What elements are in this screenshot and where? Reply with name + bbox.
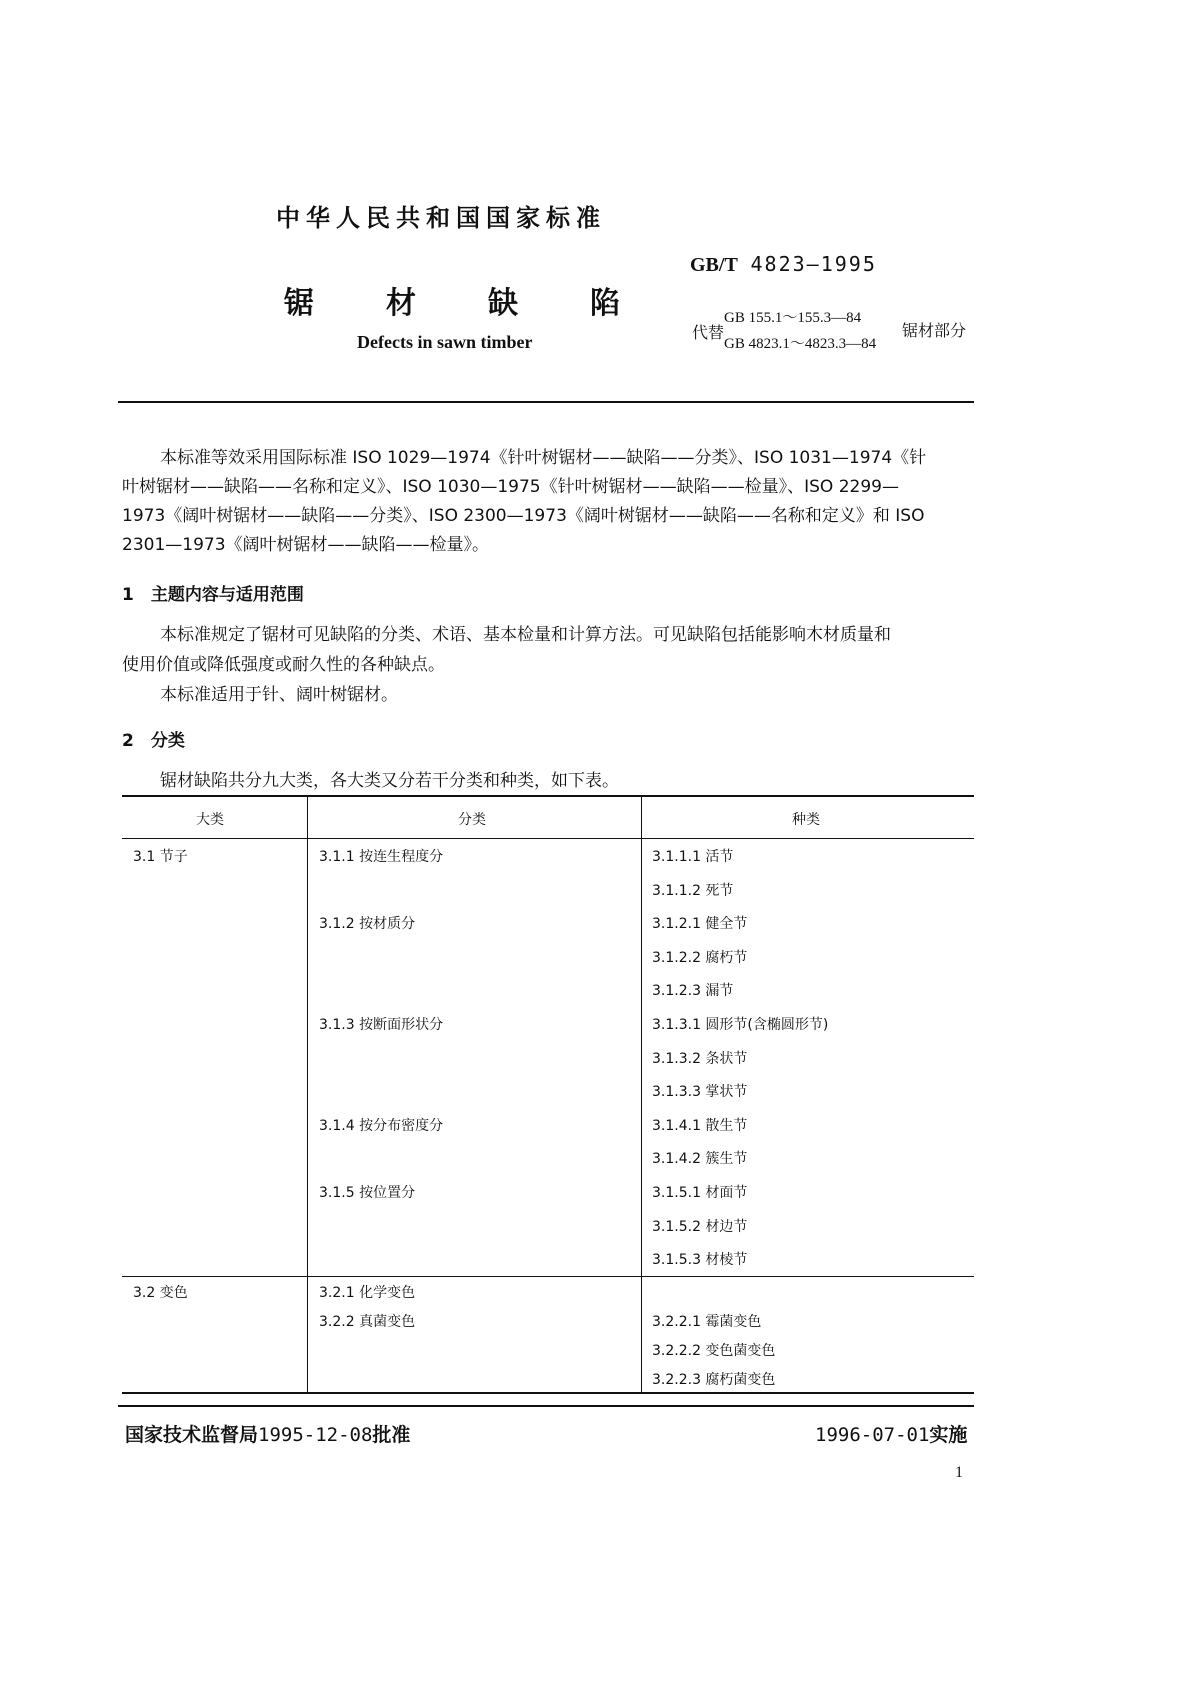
type-cell: 3.2.2.3 腐朽菌变色 — [652, 1372, 776, 1388]
type-cell: 3.1.2.3 漏节 — [652, 983, 734, 999]
title-char: 陷 — [590, 286, 620, 321]
effective-info — [815, 1420, 967, 1447]
replaces-label: 代替 — [692, 323, 725, 342]
standard-code — [690, 252, 877, 277]
intro-line: 2301—1973《阔叶树锯材——缺陷——检量》。 — [122, 535, 490, 555]
country-standard-title: 中华人民共和国国家标准 — [276, 204, 606, 232]
intro-line: 1973《阔叶树锯材——缺陷——分类》、ISO 2300—1973《阔叶树锯材——缺陷——名称和定义》和 ISO — [122, 506, 925, 526]
intro-line: 叶树锯材——缺陷——名称和定义》、ISO 1030—1975《针叶树锯材——缺陷——检量》、ISO 2299— — [122, 477, 899, 497]
type-cell: 3.1.3.2 条状节 — [652, 1051, 748, 1067]
column-header: 分类 — [458, 812, 486, 828]
replaces-suffix: 锯材部分 — [902, 321, 967, 340]
type-cell: 3.1.5.3 材棱节 — [652, 1252, 748, 1268]
title-char: 材 — [386, 286, 416, 321]
approved-org: 国家技术监督局 — [125, 1424, 259, 1446]
column-divider — [641, 796, 642, 1393]
type-cell: 3.1.1.2 死节 — [652, 883, 734, 899]
table-group-rule — [122, 1276, 974, 1277]
approved-date: 1995-12-08 — [258, 1424, 373, 1446]
type-cell: 3.1.4.1 散生节 — [652, 1118, 748, 1134]
type-cell: 3.2.2.2 变色菌变色 — [652, 1343, 776, 1359]
code-number: 4823—1995 — [750, 252, 877, 276]
category-cell: 3.2 变色 — [133, 1285, 188, 1301]
code-prefix: GB/T — [690, 254, 738, 276]
page-number: 1 — [955, 1464, 963, 1481]
table-bottom-rule — [122, 1392, 974, 1394]
type-cell: 3.1.2.1 健全节 — [652, 916, 748, 932]
section-1-line: 本标准规定了锯材可见缺陷的分类、术语、基本检量和计算方法。可见缺陷包括能影响木材质量和 — [160, 625, 891, 645]
footer-divider — [118, 1405, 974, 1407]
approved-label: 批准 — [372, 1424, 411, 1446]
subcategory-cell: 3.1.3 按断面形状分 — [319, 1017, 444, 1033]
table-header-rule — [122, 838, 974, 839]
subcategory-cell: 3.1.1 按连生程度分 — [319, 849, 444, 865]
type-cell: 3.1.5.1 材面节 — [652, 1185, 748, 1201]
title-char: 锯 — [284, 286, 314, 321]
subcategory-cell: 3.1.2 按材质分 — [319, 916, 416, 932]
type-cell: 3.2.2.1 霉菌变色 — [652, 1314, 762, 1330]
subcategory-cell: 3.2.1 化学变色 — [319, 1285, 416, 1301]
title-char: 缺 — [488, 286, 518, 321]
section-2-intro: 锯材缺陷共分九大类，各大类又分若干分类和种类，如下表。 — [160, 771, 619, 791]
intro-line: 本标准等效采用国际标准 ISO 1029—1974《针叶树锯材——缺陷——分类》、ISO 1031—1974《针 — [160, 448, 927, 468]
column-header: 种类 — [792, 812, 820, 828]
type-cell: 3.1.5.2 材边节 — [652, 1219, 748, 1235]
approval-info — [125, 1420, 410, 1447]
title-english: Defects in sawn timber — [357, 332, 533, 352]
type-cell: 3.1.3.1 圆形节(含椭圆形节) — [652, 1017, 829, 1033]
subcategory-cell: 3.1.4 按分布密度分 — [319, 1118, 444, 1134]
section-1-line: 使用价值或降低强度或耐久性的各种缺点。 — [122, 655, 445, 675]
effective-date: 1996-07-01 — [815, 1424, 930, 1446]
effective-label: 实施 — [929, 1424, 968, 1446]
column-divider — [307, 796, 308, 1393]
subcategory-cell: 3.2.2 真菌变色 — [319, 1314, 416, 1330]
subcategory-cell: 3.1.5 按位置分 — [319, 1185, 416, 1201]
type-cell: 3.1.4.2 簇生节 — [652, 1151, 748, 1167]
section-1-line: 本标准适用于针、阔叶树锯材。 — [160, 685, 398, 705]
replaced-standard: GB 155.1～155.3—84 — [724, 310, 862, 326]
type-cell: 3.1.1.1 活节 — [652, 849, 734, 865]
column-header: 大类 — [196, 812, 224, 828]
category-cell: 3.1 节子 — [133, 849, 188, 865]
type-cell: 3.1.2.2 腐朽节 — [652, 950, 748, 966]
type-cell: 3.1.3.3 掌状节 — [652, 1084, 748, 1100]
replaced-standard: GB 4823.1～4823.3—84 — [724, 336, 877, 352]
table-top-rule — [122, 795, 974, 797]
section-2-heading: 2 分类 — [122, 731, 185, 751]
section-1-heading: 1 主题内容与适用范围 — [122, 585, 304, 605]
header-divider — [118, 401, 974, 403]
